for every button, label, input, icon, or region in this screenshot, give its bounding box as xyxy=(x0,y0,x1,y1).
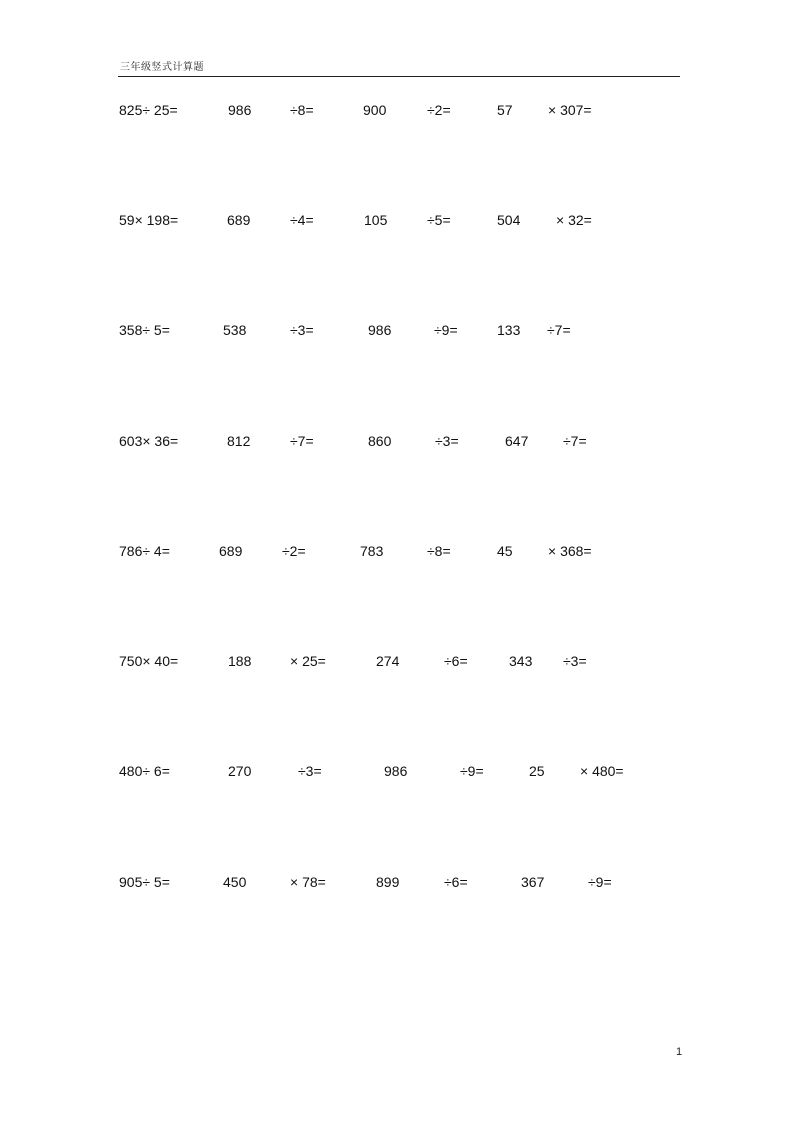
problem-cell: ÷5= xyxy=(427,212,451,228)
problem-cell: ÷9= xyxy=(588,874,612,890)
problem-cell: 25 xyxy=(529,763,545,779)
problem-cell: 504 xyxy=(497,212,521,228)
problem-row xyxy=(0,100,794,120)
problem-cell: ÷9= xyxy=(434,322,458,338)
problem-cell: 270 xyxy=(228,763,252,779)
problem-cell: ÷8= xyxy=(427,543,451,559)
problem-cell: ÷3= xyxy=(290,322,314,338)
problem-cell: 105 xyxy=(364,212,388,228)
problem-cell: ÷2= xyxy=(427,102,451,118)
problem-cell: ÷7= xyxy=(563,433,587,449)
problem-cell: 905÷ 5= xyxy=(119,874,170,890)
problem-cell: 367 xyxy=(521,874,545,890)
problem-cell: ÷4= xyxy=(290,212,314,228)
problem-cell: ÷7= xyxy=(290,433,314,449)
problem-row xyxy=(0,651,794,671)
problem-cell: 57 xyxy=(497,102,513,118)
problem-cell: × 32= xyxy=(556,212,592,228)
problem-cell: 133 xyxy=(497,322,521,338)
problem-cell: × 307= xyxy=(548,102,592,118)
problem-cell: ÷3= xyxy=(563,653,587,669)
problem-row xyxy=(0,431,794,451)
problem-cell: 812 xyxy=(227,433,251,449)
problem-cell: 450 xyxy=(223,874,247,890)
page-number: 1 xyxy=(676,1046,683,1058)
problem-cell: ÷6= xyxy=(444,653,468,669)
problem-cell: 538 xyxy=(223,322,247,338)
problem-cell: 343 xyxy=(509,653,533,669)
problem-cell: 986 xyxy=(368,322,392,338)
problem-row xyxy=(0,872,794,892)
problem-cell: ÷3= xyxy=(298,763,322,779)
page-header xyxy=(118,56,680,77)
problem-cell: × 480= xyxy=(580,763,624,779)
problem-cell: ÷7= xyxy=(547,322,571,338)
problem-cell: 603× 36= xyxy=(119,433,179,449)
problem-cell: × 78= xyxy=(290,874,326,890)
problem-cell: 986 xyxy=(384,763,408,779)
problem-row xyxy=(0,541,794,561)
problem-cell: 786÷ 4= xyxy=(119,543,170,559)
page-title: 三年级竖式计算题 xyxy=(120,62,204,73)
problem-row xyxy=(0,761,794,781)
problem-cell: 647 xyxy=(505,433,529,449)
problem-cell: × 368= xyxy=(548,543,592,559)
problem-cell: 689 xyxy=(219,543,243,559)
problem-cell: 986 xyxy=(228,102,252,118)
problem-cell: ÷2= xyxy=(282,543,306,559)
problem-cell: 358÷ 5= xyxy=(119,322,170,338)
problem-cell: 900 xyxy=(363,102,387,118)
problem-cell: ÷8= xyxy=(290,102,314,118)
problem-cell: 899 xyxy=(376,874,400,890)
problem-cell: 274 xyxy=(376,653,400,669)
problem-cell: 188 xyxy=(228,653,252,669)
problem-cell: × 25= xyxy=(290,653,326,669)
problem-cell: 689 xyxy=(227,212,251,228)
problem-cell: 480÷ 6= xyxy=(119,763,170,779)
problem-cell: ÷9= xyxy=(460,763,484,779)
problem-row xyxy=(0,210,794,230)
problem-cell: 860 xyxy=(368,433,392,449)
problem-cell: 45 xyxy=(497,543,513,559)
problem-cell: 783 xyxy=(360,543,384,559)
problem-row xyxy=(0,320,794,340)
problem-cell: ÷3= xyxy=(435,433,459,449)
problem-cell: 59× 198= xyxy=(119,212,179,228)
problem-cell: ÷6= xyxy=(444,874,468,890)
problem-cell: 750× 40= xyxy=(119,653,179,669)
problem-cell: 825÷ 25= xyxy=(119,102,178,118)
